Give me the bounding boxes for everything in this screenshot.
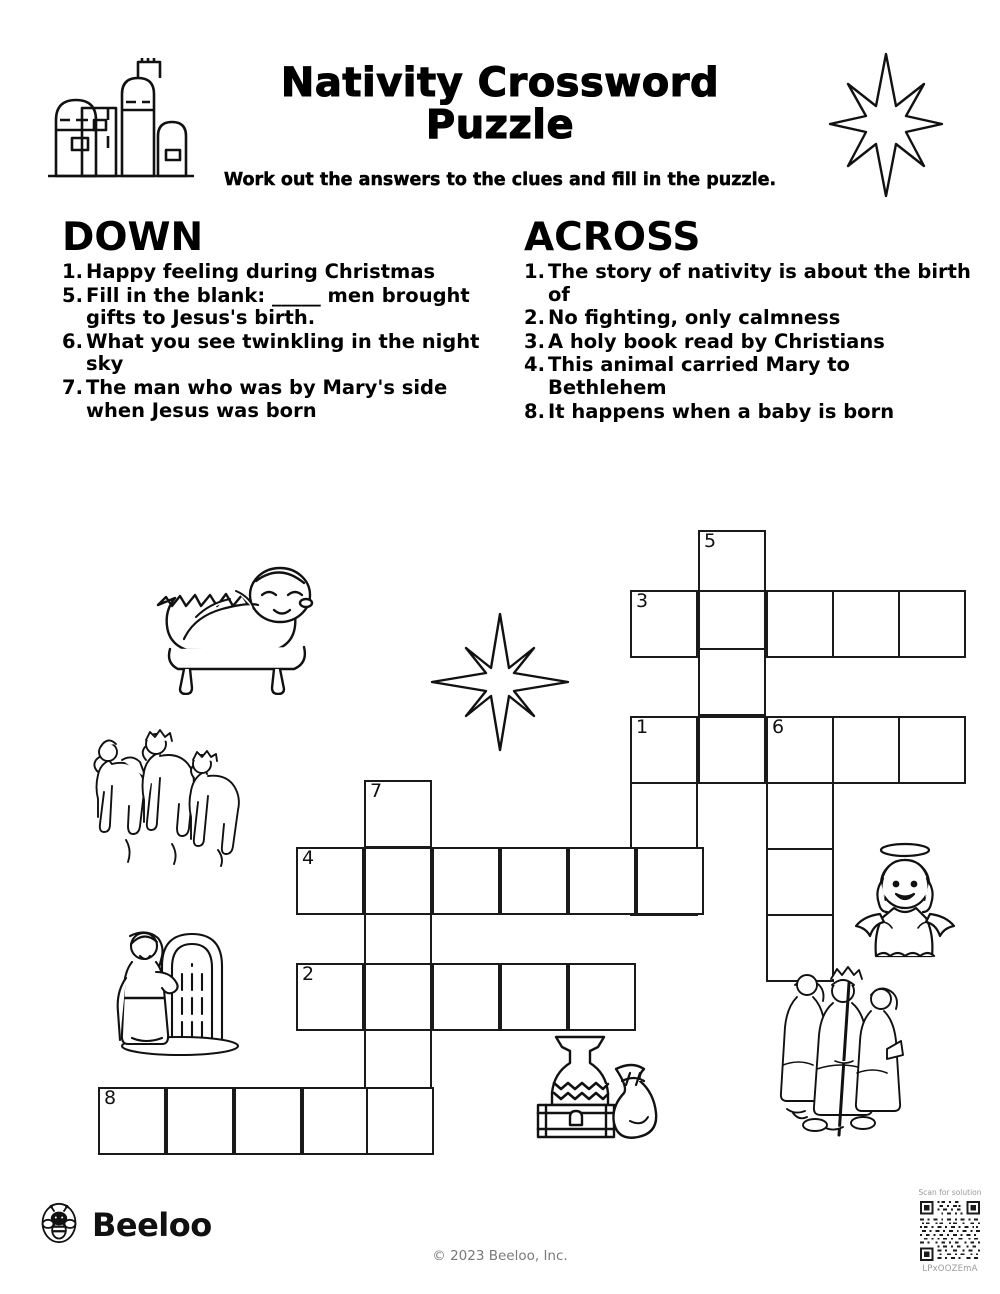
- crossword-cell[interactable]: [898, 590, 966, 658]
- cell-number: 7: [370, 780, 383, 802]
- clue-text: A holy book read by Christians: [548, 329, 885, 353]
- crossword-cell[interactable]: [432, 847, 500, 915]
- crossword-cell[interactable]: [766, 848, 834, 916]
- crossword-cell-6[interactable]: [766, 716, 834, 784]
- clue-text: This animal carried Mary to Bethlehem: [548, 353, 850, 400]
- crossword-cell[interactable]: [364, 847, 432, 915]
- clue-number: 7.: [62, 376, 83, 400]
- crossword-cell[interactable]: [630, 782, 698, 850]
- clue-number: 3.: [524, 329, 545, 353]
- clue-number: 4.: [524, 353, 545, 377]
- cell-number: 6: [772, 716, 785, 738]
- cell-number: 8: [104, 1087, 117, 1109]
- crossword-cell[interactable]: [568, 963, 636, 1031]
- qr-id: LPxOOZEmA: [922, 1264, 978, 1274]
- crossword-cell[interactable]: [234, 1087, 302, 1155]
- clue-text: Happy feeling during Christmas: [86, 260, 436, 283]
- across-heading: ACROSS: [524, 215, 701, 260]
- crossword-cell-1[interactable]: [630, 716, 698, 784]
- cell-number: 4: [302, 847, 315, 869]
- brand-name: Beeloo: [92, 1206, 212, 1244]
- clue-number: 1.: [524, 260, 545, 283]
- baby-jesus-manger-illustration: [140, 555, 340, 695]
- crossword-cell[interactable]: [698, 648, 766, 716]
- crossword-cell[interactable]: [766, 590, 834, 658]
- crossword-cell-4[interactable]: [296, 847, 364, 915]
- cell-number: 2: [302, 963, 315, 985]
- gifts-treasure-illustration: [530, 1025, 670, 1145]
- clue-text: The story of nativity is about the birth of: [548, 260, 971, 306]
- copyright-text: © 2023 Beeloo, Inc.: [432, 1248, 568, 1264]
- clue-text: The man who was by Mary's side when Jesus was born: [86, 376, 448, 422]
- crossword-cell[interactable]: [432, 963, 500, 1031]
- cell-number: 5: [704, 530, 717, 552]
- clue-text: No fighting, only calmness: [548, 306, 841, 330]
- star-of-bethlehem-illustration: [430, 612, 570, 752]
- crossword-cell[interactable]: [364, 963, 432, 1031]
- crossword-cell[interactable]: [766, 782, 834, 850]
- clue-number: 6.: [62, 329, 83, 353]
- crossword-cell-7[interactable]: [364, 780, 432, 848]
- clue-text: It happens when a baby is born: [548, 399, 895, 423]
- page-subtitle: Work out the answers to the clues and fill in the puzzle.: [223, 170, 777, 190]
- clue-number: 5.: [62, 283, 83, 307]
- crossword-cell-8[interactable]: [98, 1087, 166, 1155]
- page-footer: [0, 1186, 1000, 1294]
- clue-number: 8.: [524, 399, 545, 423]
- qr-code[interactable]: [918, 1199, 982, 1263]
- clue-number: 2.: [524, 306, 545, 330]
- down-heading: DOWN: [62, 215, 204, 260]
- crossword-cell[interactable]: [636, 847, 704, 915]
- crossword-cell-2[interactable]: [296, 963, 364, 1031]
- qr-block: [908, 1188, 992, 1274]
- crossword-cell[interactable]: [500, 847, 568, 915]
- crossword-cell[interactable]: [500, 963, 568, 1031]
- qr-caption: Scan for solution: [918, 1188, 982, 1197]
- bee-logo-icon: [38, 1202, 80, 1248]
- page-title: Nativity Crossword Puzzle: [280, 60, 720, 148]
- crossword-cell[interactable]: [166, 1087, 234, 1155]
- shepherds-wise-men-illustration: [775, 965, 905, 1140]
- crossword-cell[interactable]: [302, 1087, 370, 1155]
- clue-text: What you see twinkling in the night sky: [86, 329, 480, 376]
- crossword-cell[interactable]: [832, 716, 900, 784]
- crossword-cell-5[interactable]: [698, 530, 766, 598]
- three-wise-men-camels-illustration: [82, 720, 257, 870]
- clue-number: 1.: [62, 260, 83, 283]
- crossword-cell-3[interactable]: [630, 590, 698, 658]
- brand-block: [38, 1202, 212, 1248]
- cell-number: 1: [636, 716, 649, 738]
- crossword-cell[interactable]: [898, 716, 966, 784]
- crossword-cell[interactable]: [568, 847, 636, 915]
- crossword-cell[interactable]: [366, 1087, 434, 1155]
- clue-text: Fill in the blank: _____ men brought gifts to Jesus's birth.: [86, 283, 470, 330]
- crossword-cell[interactable]: [698, 716, 766, 784]
- crossword-cell[interactable]: [832, 590, 900, 658]
- cell-number: 3: [636, 590, 649, 612]
- mary-at-door-illustration: [100, 920, 240, 1060]
- angel-illustration: [850, 840, 960, 960]
